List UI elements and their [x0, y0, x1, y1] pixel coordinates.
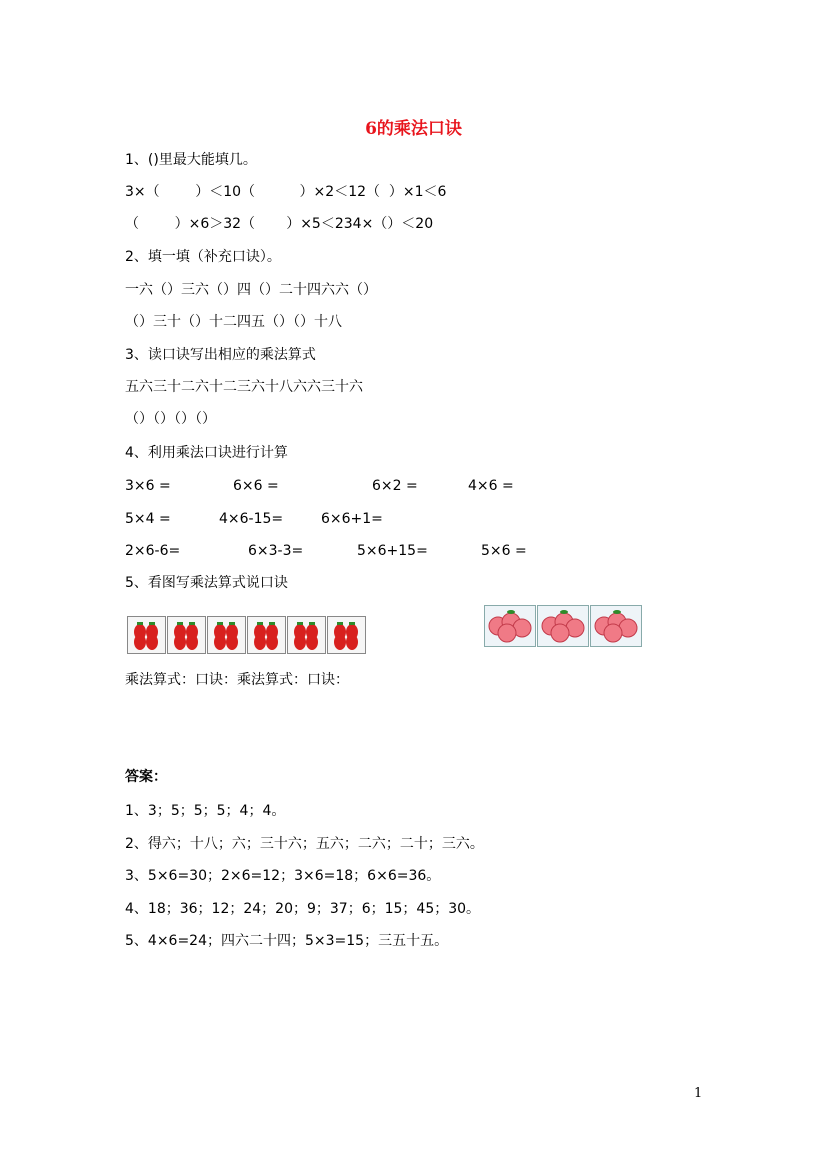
q4-expression: 2×6-6= [125, 543, 181, 559]
q4-expression: 5×6 = [481, 543, 527, 559]
apple-group-icon [590, 605, 642, 647]
strawberry-group-icon [127, 616, 166, 654]
strawberry-group-icon [327, 616, 366, 654]
q4-expression: 4×6-15= [219, 511, 284, 527]
answer-item: 3、5×6=30；2×6=12；3×6=18；6×6=36。 [125, 868, 441, 884]
answer-item: 4、18；36；12；24；20；9；37；6；15；45；30。 [125, 901, 481, 917]
q3-row-1: 五六三十二六十二三六十八六六三十六 [125, 379, 363, 395]
q4-expression: 5×6+15= [357, 543, 428, 559]
q4-expression: 6×2 = [372, 478, 418, 494]
q4-expression: 6×6 = [233, 478, 279, 494]
q1-row-1: 3×（ ）＜10（ ）×2＜12（ ）×1＜6 [125, 184, 447, 200]
q4-expression: 4×6 = [468, 478, 514, 494]
q5-heading: 5、看图写乘法算式说口诀 [125, 575, 288, 591]
apple-group-icon [484, 605, 536, 647]
answer-item: 5、4×6=24；四六二十四；5×3=15；三五十五。 [125, 933, 449, 949]
q2-heading: 2、填一填（补充口诀）。 [125, 249, 281, 265]
q1-heading: 1、()里最大能填几。 [125, 152, 257, 168]
strawberry-group-icon [207, 616, 246, 654]
q5-caption: 乘法算式：口诀：乘法算式：口诀： [125, 672, 349, 688]
q4-expression: 5×4 = [125, 511, 171, 527]
apple-picture [484, 605, 638, 647]
q2-row-2: （）三十（）十二四五（）（）十八 [125, 314, 342, 330]
q4-heading: 4、利用乘法口诀进行计算 [125, 445, 288, 461]
strawberry-picture [127, 616, 359, 654]
q3-heading: 3、读口诀写出相应的乘法算式 [125, 347, 316, 363]
document-title: 6的乘法口诀 [365, 119, 462, 139]
answers-heading: 答案： [125, 769, 167, 785]
q1-row-2: （ ）×6＞32（ ）×5＜234×（）＜20 [125, 216, 434, 232]
answer-item: 1、3；5；5；5；4；4。 [125, 803, 286, 819]
q4-expression: 6×3-3= [248, 543, 304, 559]
q3-row-2: （）（）（）（） [125, 411, 216, 427]
strawberry-group-icon [247, 616, 286, 654]
q4-expression: 3×6 = [125, 478, 171, 494]
answer-item: 2、得六；十八；六；三十六；五六；二六；二十；三六。 [125, 836, 484, 852]
strawberry-group-icon [287, 616, 326, 654]
q4-expression: 6×6+1= [321, 511, 383, 527]
q2-row-1: 一六（）三六（）四（）二十四六六（） [125, 282, 377, 298]
strawberry-group-icon [167, 616, 206, 654]
apple-group-icon [537, 605, 589, 647]
page-number: 1 [694, 1086, 703, 1101]
